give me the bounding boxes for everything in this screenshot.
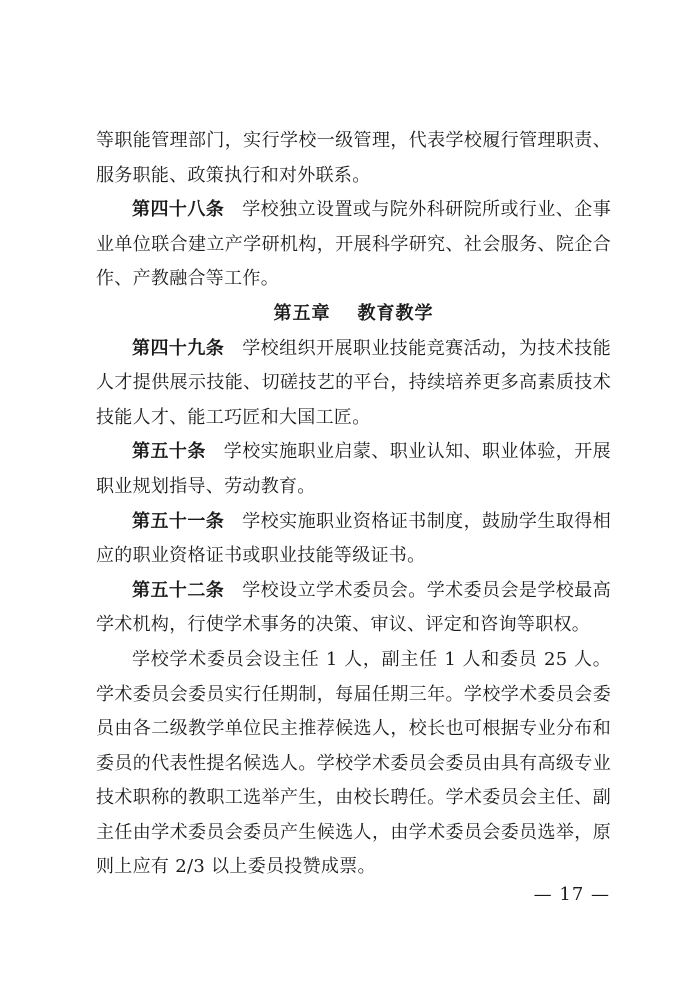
article-51 [96,505,611,574]
chapter-title: 教育教学 [357,302,434,324]
document-body [96,124,611,885]
continuation-text: 等职能管理部门，实行学校一级管理，代表学校履行管理职责、服务职能、政策执行和对外联系。 [96,130,611,186]
chapter-heading [96,297,611,332]
article-50-label: 第五十条 [132,441,206,463]
page-number: — 17 — [533,884,610,905]
article-50 [96,435,611,504]
article-52 [96,574,611,643]
chapter-number: 第五章 [273,302,331,324]
article-49-text: 学校组织开展职业技能竞赛活动，为技术技能人才提供展示技能、切磋技艺的平台，持续培养更多高素质技术技能人才、能工巧匠和大国工匠。 [96,337,612,428]
article-52-paragraph-2-text: 学校学术委员会设主任 1 人，副主任 1 人和委员 25 人。学术委员会委员实行任期制，每届任期三年。学校学术委员会委员由各二级教学单位民主推荐候选人，校长也可根据专业分布和委员的代表性提名候选人。学校学术委员会委员由具有高级专业技术职称的教职工选举产生，由校长聘任。学术委员会主任、副主任由学术委员会委员产生候选人，由学术委员会委员选举，原则上应有 2/3 以上委员投赞成票。 [96,648,611,878]
article-49 [96,332,611,436]
article-52-label: 第五十二条 [132,579,225,601]
article-48 [96,193,611,297]
article-51-label: 第五十一条 [132,510,225,532]
article-52-text: 学校设立学术委员会。学术委员会是学校最高学术机构，行使学术事务的决策、审议、评定和咨询等职权。 [96,579,612,636]
continuation-paragraph [96,124,611,193]
article-48-text: 学校独立设置或与院外科研院所或行业、企事业单位联合建立产学研机构，开展科学研究、社会服务、院企合作、产教融合等工作。 [96,199,612,290]
article-51-text: 学校实施职业资格证书制度，鼓励学生取得相应的职业资格证书或职业技能等级证书。 [96,510,612,567]
article-52-paragraph-2 [96,643,611,885]
article-50-text: 学校实施职业启蒙、职业认知、职业体验，开展职业规划指导、劳动教育。 [96,441,611,497]
article-49-label: 第四十九条 [132,337,225,359]
article-48-label: 第四十八条 [132,199,225,221]
